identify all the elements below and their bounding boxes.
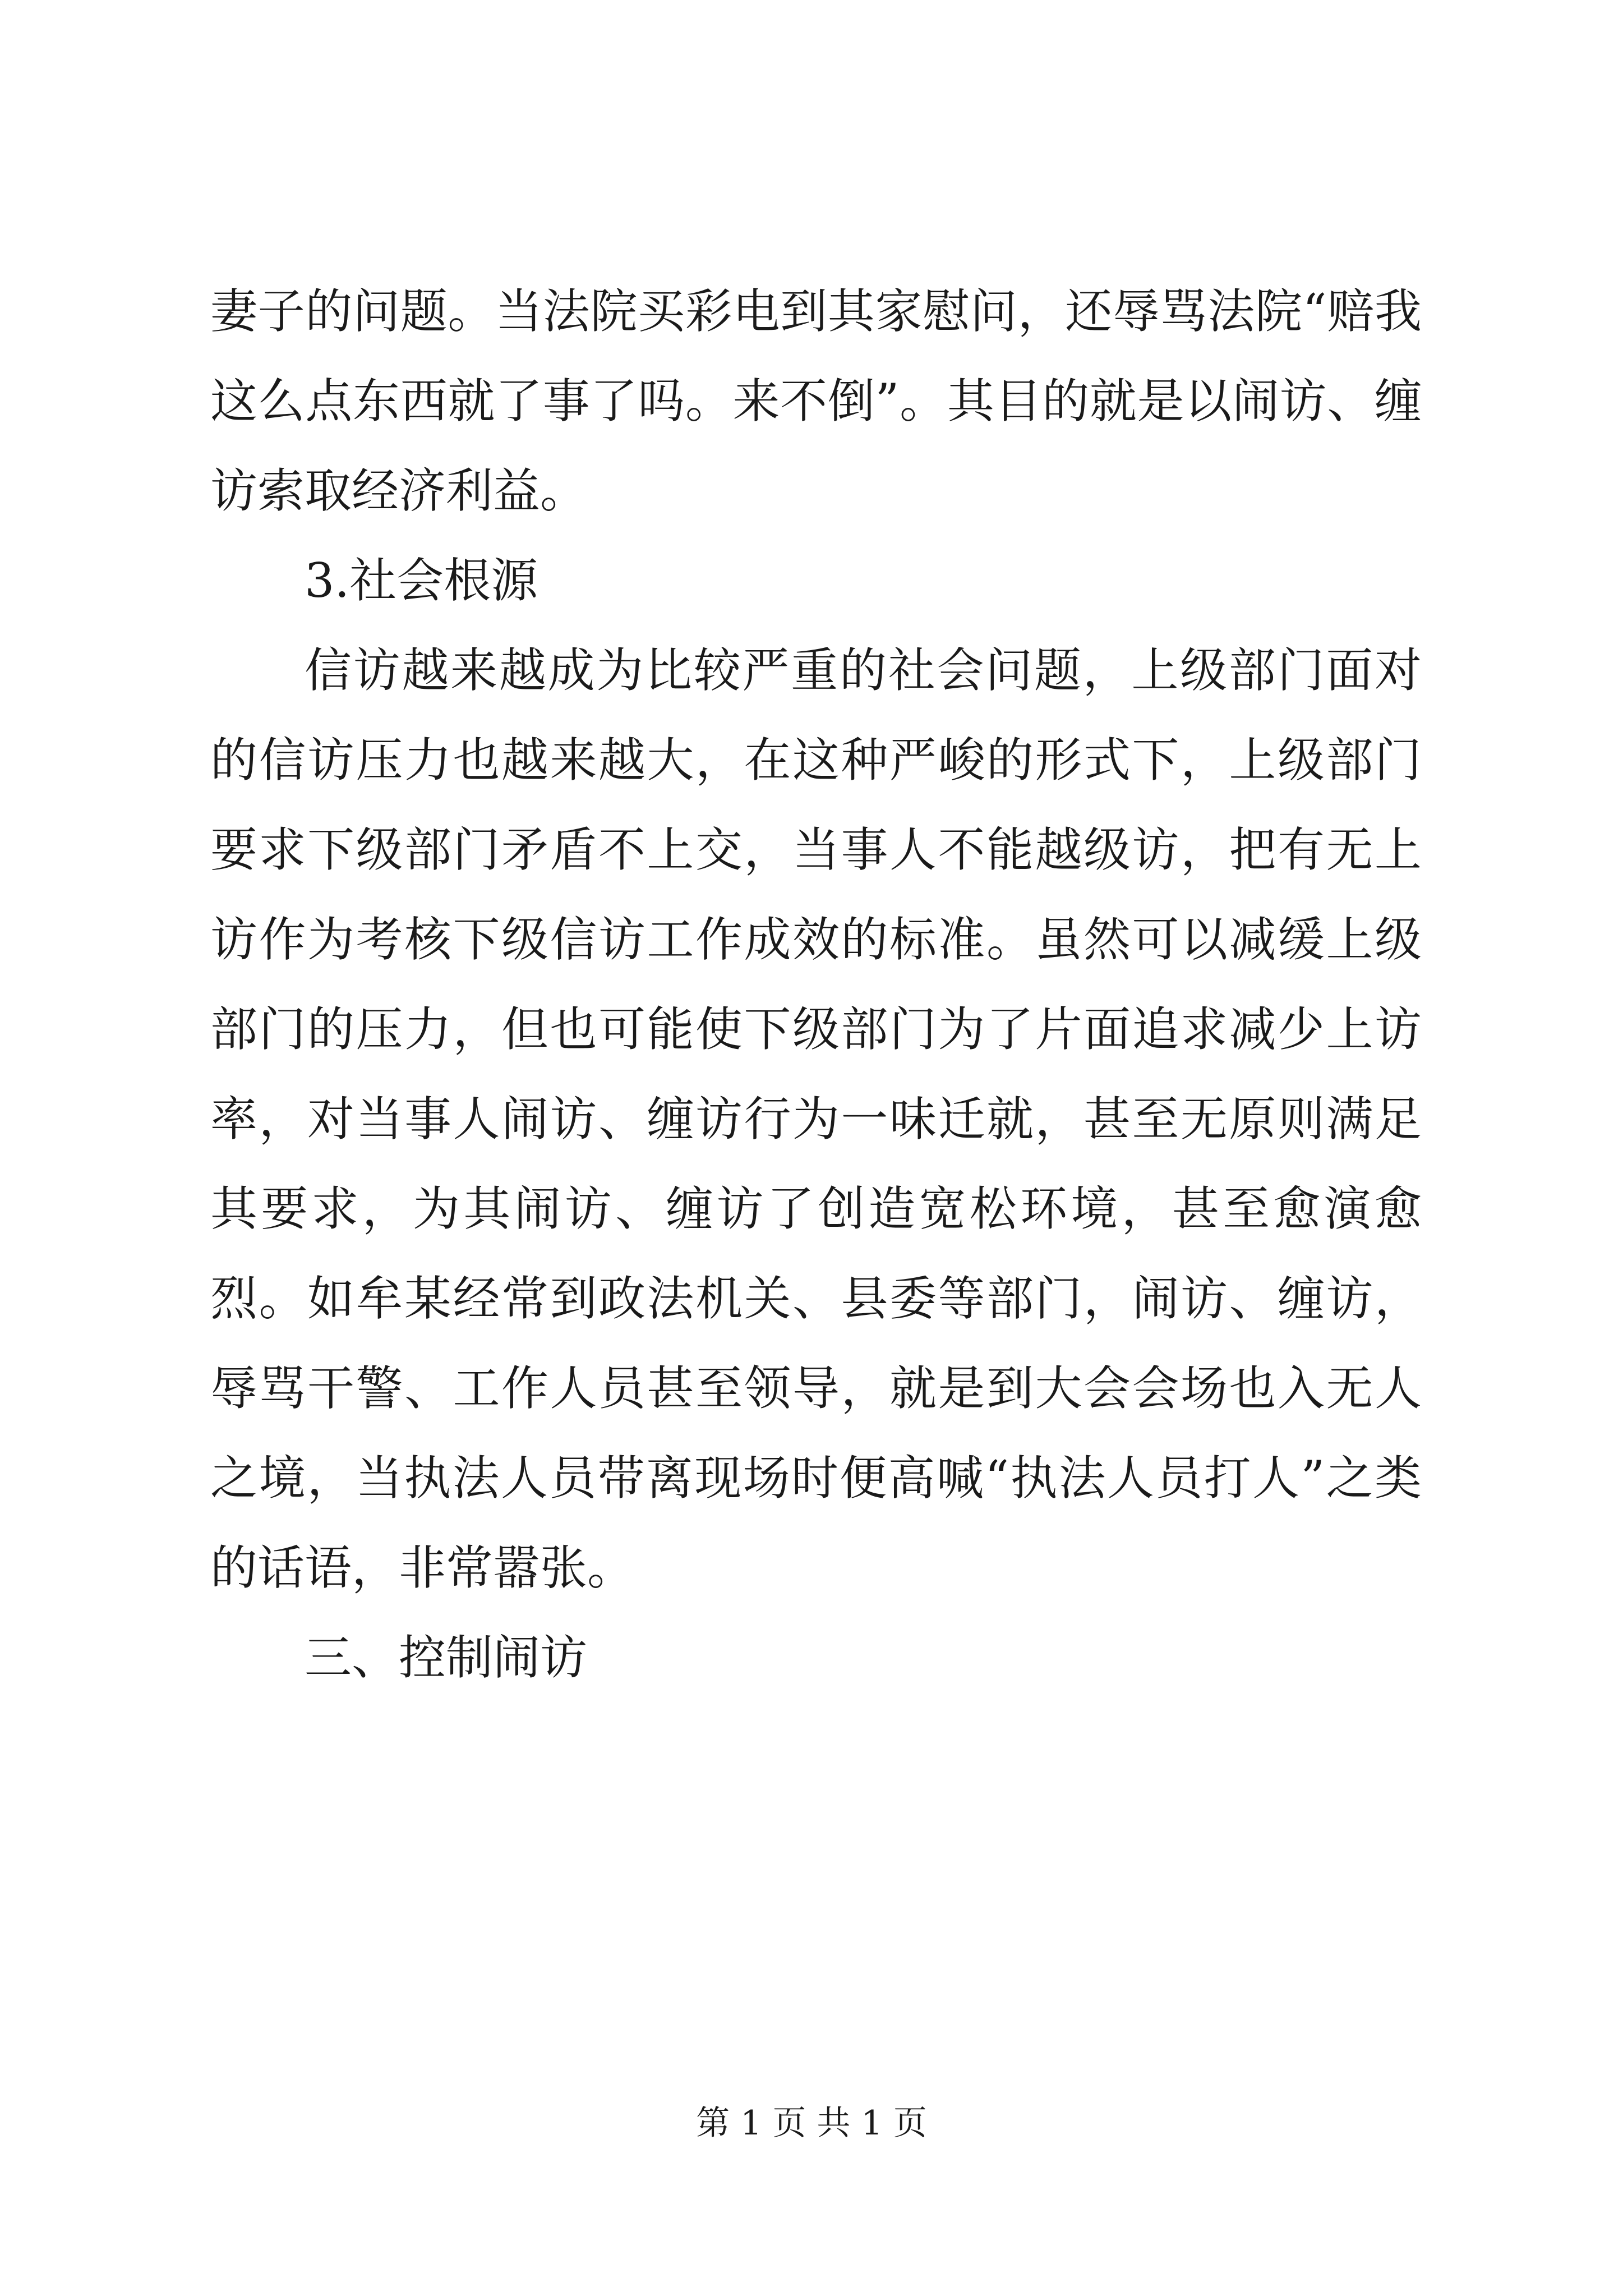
section-heading-social-roots: 3.社会根源 bbox=[305, 553, 538, 608]
section-heading-control: 三、控制闹访 bbox=[305, 1630, 588, 1685]
document-body bbox=[210, 266, 1422, 1703]
paragraph-body: 信访越来越成为比较严重的社会问题，上级部门面对的信访压力也越来越大，在这种严峻的形式下，上级部门要求下级部门矛盾不上交，当事人不能越级访，把有无上访作为考核下级信访工作成效的标准。虽然可以减缓上级部门的压力，但也可能使下级部门为了片面追求减少上访率，对当事人闹访、缠访行为一味迁就，甚至无原则满足其要求，为其闹访、缠访了创造宽松环境，甚至愈演愈烈。如牟某经常到政法机关、县委等部门，闹访、缠访，辱骂干警、工作人员甚至领导，就是到大会会场也入无人之境，当执法人员带离现场时便高喊“执法人员打人”之类的话语，非常嚣张。 bbox=[210, 643, 1422, 1595]
page-number-footer: 第 1 页 共 1 页 bbox=[696, 2104, 927, 2143]
paragraph-continuation: 妻子的问题。当法院买彩电到其家慰问，还辱骂法院“赔我这么点东西就了事了吗。来不倒”。其目的就是以闹访、缠访索取经济利益。 bbox=[210, 284, 1422, 518]
